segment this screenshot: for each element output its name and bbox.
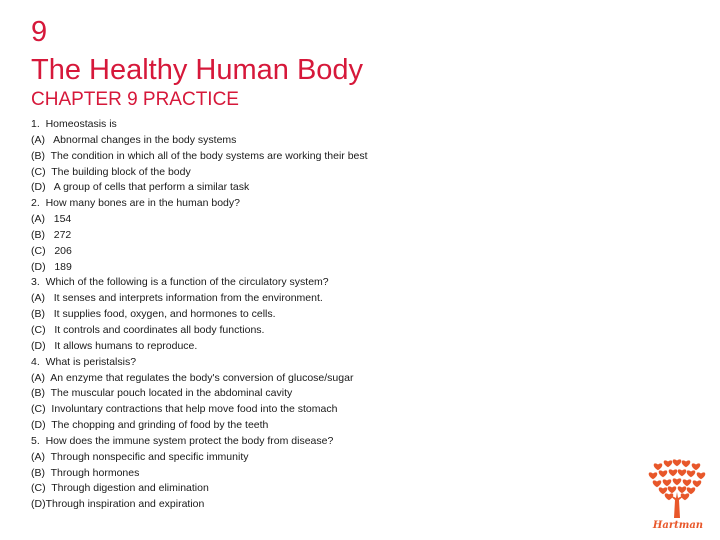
- question-line: 1. Homeostasis is: [31, 118, 117, 130]
- question-line: (C) It controls and coordinates all body functions.: [31, 323, 265, 336]
- question-line: (D) The chopping and grinding of food by the teeth: [31, 419, 269, 432]
- question-line: 4. What is peristalsis?: [31, 355, 137, 368]
- question-line: (B) 272: [31, 228, 72, 241]
- heart-tree-icon: [644, 456, 710, 522]
- question-line: (A) An enzyme that regulates the body's conversion of glucose/sugar: [31, 371, 354, 384]
- question-line: 2. How many bones are in the human body?: [31, 197, 240, 210]
- question-line: (B) It supplies food, oxygen, and hormones to cells.: [31, 308, 276, 321]
- chapter-number: 9: [31, 16, 48, 48]
- question-line: (A) Abnormal changes in the body systems: [31, 133, 237, 146]
- question-line: (C) Involuntary contractions that help move food into the stomach: [31, 403, 338, 416]
- question-line: 5. How does the immune system protect the body from disease?: [31, 434, 334, 447]
- question-line: (D) 189: [31, 260, 72, 273]
- section-heading: CHAPTER 9 PRACTICE: [31, 89, 239, 110]
- page-title: The Healthy Human Body: [31, 54, 364, 86]
- question-line: (B) The muscular pouch located in the abdominal cavity: [31, 387, 293, 400]
- question-line: (D) A group of cells that perform a similar task: [31, 181, 250, 194]
- question-line: (D)Through inspiration and expiration: [31, 498, 205, 511]
- logo-wordmark: Hartman: [652, 520, 704, 531]
- question-line: (A) Through nonspecific and specific immunity: [31, 450, 249, 463]
- question-line: (C) 206: [31, 244, 72, 257]
- question-line: (C) Through digestion and elimination: [31, 482, 209, 495]
- practice-questions: [31, 117, 631, 513]
- question-line: (C) The building block of the body: [31, 165, 191, 178]
- question-line: (D) It allows humans to reproduce.: [31, 339, 198, 352]
- question-line: 3. Which of the following is a function of the circulatory system?: [31, 276, 329, 289]
- question-line: (A) It senses and interprets information from the environment.: [31, 292, 323, 305]
- hartman-logo: [644, 456, 710, 534]
- question-line: (B) The condition in which all of the body systems are working their best: [31, 149, 368, 162]
- question-line: (B) Through hormones: [31, 466, 140, 479]
- question-line: (A) 154: [31, 213, 72, 226]
